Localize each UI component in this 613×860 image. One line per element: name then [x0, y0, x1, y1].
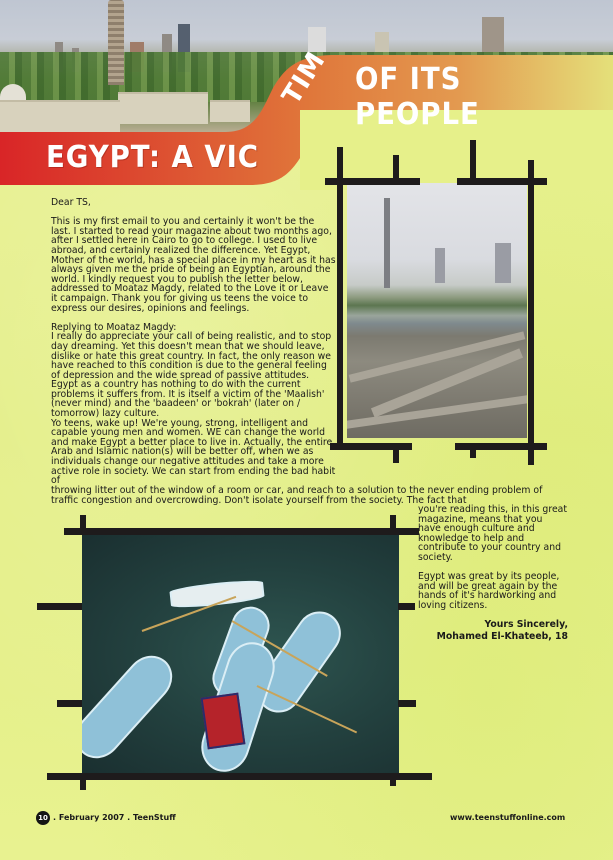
reply-heading: Replying to Moataz Magdy: — [51, 321, 177, 333]
tutankhamun-rug — [201, 693, 246, 750]
letter-column-left — [51, 198, 336, 486]
intro-paragraph: This is my first email to you and certainly it won't be the last. I started to read your magazine about two months ago, after I settled here in Cairo to go to college. I used to live abroad, and certainly realized the difference. Yet Egypt, Mother of the world, has a special place in my heart as it has always given me the pride of being an Egyptian, around the world. I kindly request you to publish the letter below, addressed to Moataz Magdy, related to the Love it or Leave it campaign. Thank you for giving us teens the voice to express our desires, opinions and feelings. — [51, 216, 336, 314]
signoff-author: Mohamed El-Khateeb, 18 — [436, 630, 568, 642]
nile-boats-photo — [82, 535, 399, 773]
cairo-traffic-photo — [347, 183, 527, 438]
signoff-closing: Yours Sincerely, — [484, 619, 568, 631]
greeting: Dear TS, — [51, 197, 91, 208]
reply-paragraph: I really do appreciate your call of being realistic, and to stop day dreaming. Yet this doesn't mean that we should leave, dislike or hate this great country. In fact, the only reason we have reached to this condition is due to the general feeling of depression and the wide spread of passive attitudes. Egypt as a country has nothing to do with the current problems it suffers from. It is itself a victim of the 'Maalish' (never mind) and the 'baadeen' or 'bokrah' (later on / tomorrow) lazy culture. — [51, 331, 332, 420]
footer-website-link[interactable]: www.teenstuffonline.com — [450, 813, 566, 822]
title-part-1: EGYPT: A VIC — [46, 140, 259, 175]
right-paragraph-1: you're reading this, in this great magazine, means that you have enough culture and knowledge to help and contribute to your country and society. — [418, 504, 568, 563]
right-paragraph-2: Egypt was great by its people, and will be great again by the hands of it's hardworking and loving citizens. — [418, 571, 560, 611]
title-part-2: OF ITS PEOPLE — [355, 62, 480, 132]
page-number-badge: 10 — [36, 811, 50, 825]
wake-up-paragraph: Yo teens, wake up! We're young, strong, intelligent and capable young men and women. WE can change the world and make Egypt a better place to live in. Actually, the entire Arab and Islamic nation(s) will be better off, when we as individuals change our negative attitudes and take a more active role in society. We can start from ending the bad habit of — [51, 417, 336, 487]
footer-issue: . February 2007 . TeenStuff — [53, 813, 176, 822]
letter-column-right — [418, 505, 568, 641]
title-curve: TIM — [276, 46, 332, 110]
letter-full-width: throwing litter out of the window of a room or car, and reach to a solution to the never ending problem of traffic congestion and overcrowding. Don't isolate yourself from the society. The fact that — [51, 485, 543, 506]
